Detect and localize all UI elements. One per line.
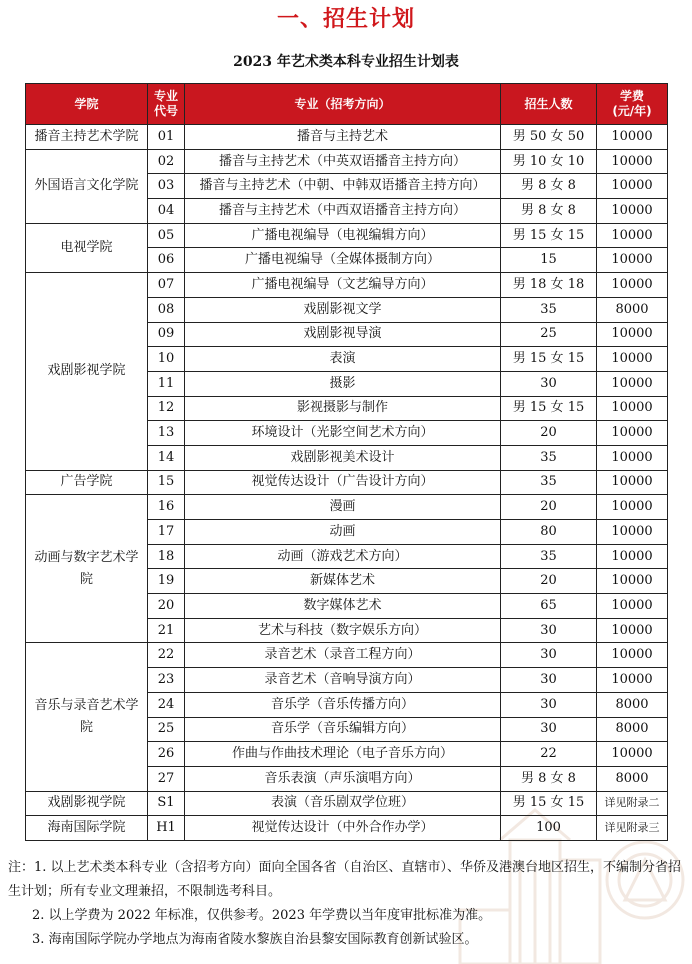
college-cell: 音乐与录音艺术学院 [26, 643, 148, 791]
code-cell: 25 [148, 717, 185, 742]
fee-cell: 10000 [597, 470, 668, 495]
note-3: 3. 海南国际学院办学地点为海南省陵水黎族自治县黎安国际教育创新试验区。 [32, 932, 478, 947]
header-fee-line1: 学费 [619, 89, 644, 103]
quota-cell: 30 [501, 371, 597, 396]
quota-cell: 35 [501, 445, 597, 470]
table-row [26, 816, 668, 841]
header-code [148, 84, 185, 125]
fee-cell: 10000 [597, 125, 668, 150]
table-row [26, 223, 668, 248]
code-cell: 04 [148, 199, 185, 224]
code-cell: 24 [148, 692, 185, 717]
major-cell: 广播电视编导（电视编辑方向） [185, 223, 501, 248]
fee-cell: 10000 [597, 273, 668, 298]
quota-cell: 65 [501, 594, 597, 619]
major-cell: 戏剧影视美术设计 [185, 445, 501, 470]
major-cell: 动画 [185, 520, 501, 545]
fee-cell: 10000 [597, 174, 668, 199]
fee-cell: 10000 [597, 569, 668, 594]
quota-cell: 20 [501, 495, 597, 520]
major-cell: 视觉传达设计（广告设计方向） [185, 470, 501, 495]
code-cell: 10 [148, 347, 185, 372]
fee-cell: 10000 [597, 742, 668, 767]
college-cell: 戏剧影视学院 [26, 791, 148, 816]
major-cell: 视觉传达设计（中外合作办学） [185, 816, 501, 841]
fee-cell: 10000 [597, 347, 668, 372]
major-cell: 戏剧影视导演 [185, 322, 501, 347]
major-cell: 广播电视编导（文艺编导方向） [185, 273, 501, 298]
fee-cell: 10000 [597, 495, 668, 520]
major-cell: 音乐表演（声乐演唱方向） [185, 766, 501, 791]
fee-cell: 10000 [597, 421, 668, 446]
fee-cell: 详见附录三 [597, 816, 668, 841]
quota-cell: 男 15 女 15 [501, 396, 597, 421]
fee-cell: 8000 [597, 717, 668, 742]
fee-cell: 10000 [597, 618, 668, 643]
quota-cell: 男 15 女 15 [501, 791, 597, 816]
header-college: 学院 [26, 84, 148, 125]
code-cell: 12 [148, 396, 185, 421]
quota-cell: 男 10 女 10 [501, 149, 597, 174]
major-cell: 艺术与科技（数字娱乐方向） [185, 618, 501, 643]
quota-cell: 35 [501, 470, 597, 495]
code-cell: 11 [148, 371, 185, 396]
quota-cell: 男 18 女 18 [501, 273, 597, 298]
code-cell: 26 [148, 742, 185, 767]
major-cell: 播音与主持艺术（中西双语播音主持方向） [185, 199, 501, 224]
quota-cell: 30 [501, 717, 597, 742]
major-cell: 表演 [185, 347, 501, 372]
code-cell: 02 [148, 149, 185, 174]
code-cell: 20 [148, 594, 185, 619]
major-cell: 戏剧影视文学 [185, 297, 501, 322]
quota-cell: 22 [501, 742, 597, 767]
code-cell: 14 [148, 445, 185, 470]
code-cell: 17 [148, 520, 185, 545]
college-cell: 电视学院 [26, 223, 148, 272]
code-cell: 13 [148, 421, 185, 446]
college-cell: 动画与数字艺术学院 [26, 495, 148, 643]
fee-cell: 10000 [597, 149, 668, 174]
college-cell: 广告学院 [26, 470, 148, 495]
note-2: 2. 以上学费为 2022 年标准，仅供参考。2023 年学费以当年度审批标准为准。 [32, 908, 492, 923]
major-cell: 数字媒体艺术 [185, 594, 501, 619]
code-cell: 01 [148, 125, 185, 150]
college-cell: 播音主持艺术学院 [26, 125, 148, 150]
major-cell: 录音艺术（录音工程方向） [185, 643, 501, 668]
header-fee-line2: (元/年) [612, 104, 652, 118]
code-cell: 21 [148, 618, 185, 643]
fee-cell: 8000 [597, 297, 668, 322]
major-cell: 漫画 [185, 495, 501, 520]
table-row [26, 149, 668, 174]
table-row [26, 791, 668, 816]
fee-cell: 10000 [597, 199, 668, 224]
major-cell: 音乐学（音乐编辑方向） [185, 717, 501, 742]
code-cell: 05 [148, 223, 185, 248]
quota-cell: 30 [501, 692, 597, 717]
code-cell: 19 [148, 569, 185, 594]
fee-cell: 10000 [597, 248, 668, 273]
fee-cell: 10000 [597, 643, 668, 668]
quota-cell: 80 [501, 520, 597, 545]
quota-cell: 男 15 女 15 [501, 223, 597, 248]
quota-cell: 35 [501, 297, 597, 322]
major-cell: 播音与主持艺术（中英双语播音主持方向） [185, 149, 501, 174]
major-cell: 播音与主持艺术 [185, 125, 501, 150]
quota-cell: 100 [501, 816, 597, 841]
major-cell: 广播电视编导（全媒体摄制方向） [185, 248, 501, 273]
fee-cell: 10000 [597, 322, 668, 347]
fee-cell: 10000 [597, 371, 668, 396]
quota-cell: 30 [501, 668, 597, 693]
table-row [26, 125, 668, 150]
quota-cell: 男 8 女 8 [501, 199, 597, 224]
quota-cell: 男 8 女 8 [501, 174, 597, 199]
fee-cell: 10000 [597, 445, 668, 470]
fee-cell: 10000 [597, 520, 668, 545]
table-row [26, 643, 668, 668]
major-cell: 表演（音乐剧双学位班） [185, 791, 501, 816]
code-cell: 16 [148, 495, 185, 520]
code-cell: 18 [148, 544, 185, 569]
header-major: 专业（招考方向） [185, 84, 501, 125]
code-cell: S1 [148, 791, 185, 816]
table-row [26, 470, 668, 495]
fee-cell: 8000 [597, 766, 668, 791]
code-cell: 03 [148, 174, 185, 199]
code-cell: 23 [148, 668, 185, 693]
header-code-line2: 代号 [153, 104, 178, 118]
fee-cell: 10000 [597, 396, 668, 421]
major-cell: 影视摄影与制作 [185, 396, 501, 421]
major-cell: 新媒体艺术 [185, 569, 501, 594]
header-fee [597, 84, 668, 125]
header-quota: 招生人数 [501, 84, 597, 125]
code-cell: 22 [148, 643, 185, 668]
fee-cell: 10000 [597, 594, 668, 619]
page-title: 一、招生计划 [276, 7, 415, 32]
quota-cell: 25 [501, 322, 597, 347]
fee-cell: 10000 [597, 223, 668, 248]
table-row [26, 273, 668, 298]
code-cell: 09 [148, 322, 185, 347]
fee-cell: 详见附录二 [597, 791, 668, 816]
code-cell: 15 [148, 470, 185, 495]
header-code-line1: 专业 [153, 89, 178, 103]
code-cell: 27 [148, 766, 185, 791]
quota-cell: 15 [501, 248, 597, 273]
quota-cell: 男 15 女 15 [501, 347, 597, 372]
fee-cell: 10000 [597, 544, 668, 569]
major-cell: 作曲与作曲技术理论（电子音乐方向） [185, 742, 501, 767]
table-header-row [26, 84, 668, 125]
fee-cell: 10000 [597, 668, 668, 693]
note-1: 注：1. 以上艺术类本科专业（含招考方向）面向全国各省（自治区、直辖市）、华侨及港澳台地区招生，不编制分省招生计划；所有专业文理兼招，不限制选考科目。 [8, 860, 682, 899]
fee-cell: 8000 [597, 692, 668, 717]
table-row [26, 495, 668, 520]
quota-cell: 30 [501, 643, 597, 668]
code-cell: 06 [148, 248, 185, 273]
table-title: 2023 年艺术类本科专业招生计划表 [233, 54, 459, 70]
college-cell: 外国语言文化学院 [26, 149, 148, 223]
major-cell: 摄影 [185, 371, 501, 396]
code-cell: 08 [148, 297, 185, 322]
quota-cell: 男 8 女 8 [501, 766, 597, 791]
college-cell: 戏剧影视学院 [26, 273, 148, 471]
college-cell: 海南国际学院 [26, 816, 148, 841]
quota-cell: 30 [501, 618, 597, 643]
major-cell: 环境设计（光影空间艺术方向） [185, 421, 501, 446]
quota-cell: 35 [501, 544, 597, 569]
major-cell: 动画（游戏艺术方向） [185, 544, 501, 569]
notes [8, 856, 688, 952]
code-cell: 07 [148, 273, 185, 298]
quota-cell: 20 [501, 421, 597, 446]
quota-cell: 20 [501, 569, 597, 594]
enrollment-plan-table [25, 83, 668, 841]
quota-cell: 男 50 女 50 [501, 125, 597, 150]
major-cell: 录音艺术（音响导演方向） [185, 668, 501, 693]
major-cell: 音乐学（音乐传播方向） [185, 692, 501, 717]
code-cell: H1 [148, 816, 185, 841]
major-cell: 播音与主持艺术（中朝、中韩双语播音主持方向） [185, 174, 501, 199]
